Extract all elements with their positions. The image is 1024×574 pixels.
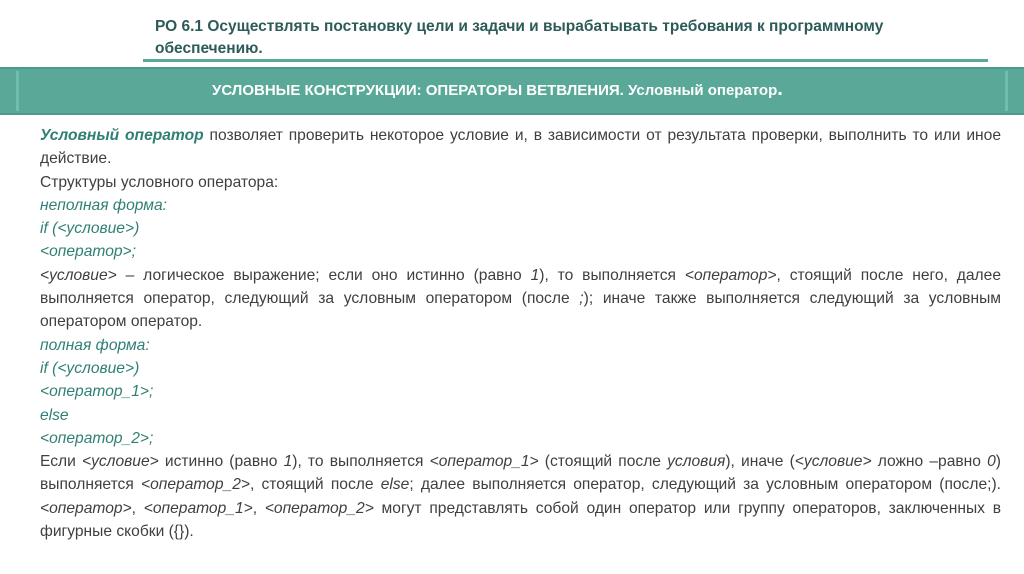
desc2-g: (стоящий после — [538, 453, 668, 471]
desc2-c: истинно (равно — [158, 453, 284, 471]
desc1-d: ), то выполняется — [539, 266, 685, 284]
desc2-w: могут представлять собой один оператор или группу операторов, заключенных в фигурные скобки ({}). — [40, 499, 1001, 541]
banner-title — [212, 78, 783, 100]
desc2-n: <оператор_2> — [140, 476, 250, 494]
intro-paragraph — [40, 124, 1001, 171]
slide-body — [40, 124, 1001, 543]
desc1-b: – логическое выражение; если оно истинно (равно — [116, 266, 531, 284]
desc2-b: <условие> — [81, 453, 159, 471]
desc2-a: Если — [40, 453, 82, 471]
desc2-v: <оператор_2> — [264, 499, 374, 517]
desc2-k: ложно –равно — [871, 453, 988, 471]
title-banner — [0, 67, 1024, 115]
code-operator1-line: <оператор_1>; — [40, 383, 154, 401]
code-operator-line: <оператор>; — [40, 243, 136, 261]
desc2-m: ) выполняется — [40, 453, 1001, 494]
desc2-d: 1 — [283, 453, 293, 471]
desc2-j: <условие> — [794, 453, 872, 471]
desc2-o: , стоящий после — [249, 476, 381, 494]
desc2-f: <оператор_1> — [429, 453, 539, 471]
code-else-line: else — [40, 406, 69, 424]
full-form-description — [40, 450, 1001, 543]
desc1-f: , стоящий после него, далее выполняется оператор, следующий за условным оператором (после — [40, 266, 1001, 308]
code-operator2-line: <оператор_2>; — [40, 429, 154, 447]
desc2-u: , — [252, 499, 265, 517]
desc2-e: ), то выполняется — [292, 453, 430, 471]
banner-title-text: УСЛОВНЫЕ КОНСТРУКЦИИ: ОПЕРАТОРЫ ВЕТВЛЕНИЯ. Условный оператор — [212, 82, 778, 99]
desc2-p: else — [380, 476, 410, 494]
desc1-h: ); иначе также выполняется следующий за условным оператором оператор. — [40, 290, 1001, 331]
banner-title-dot: . — [777, 78, 783, 100]
desc1-e: <оператор> — [684, 266, 777, 284]
desc1-c: 1 — [530, 266, 540, 284]
incomplete-form-description — [40, 264, 1001, 334]
intro-text: позволяет проверить некоторое условие и, в зависимости от результата проверки, выполнить то или иное действие. — [40, 127, 1001, 168]
structures-heading: Структуры условного оператора: — [40, 173, 279, 191]
desc1-a: <условие> — [40, 266, 117, 284]
code-if-line-2: if (<условие>) — [40, 359, 140, 377]
term-conditional-operator: Условный оператор — [40, 127, 204, 144]
code-if-line: if (<условие>) — [40, 220, 140, 238]
desc2-q: ; далее выполняется оператор, следующий за условным оператором (после;). — [409, 476, 1001, 494]
desc2-r: <оператор> — [40, 499, 132, 517]
header-underline — [143, 59, 988, 62]
desc2-i: ), иначе ( — [725, 453, 795, 471]
desc2-s: , — [131, 499, 144, 517]
desc1-g: ; — [579, 290, 584, 308]
desc2-t: <оператор_1> — [143, 499, 253, 517]
slide-header-title: РО 6.1 Осуществлять постановку цели и задачи и вырабатывать требования к программному обеспечению. — [155, 18, 884, 57]
full-form-label: полная форма: — [40, 336, 150, 354]
desc2-l: 0 — [987, 453, 996, 471]
desc2-h: условия — [667, 453, 726, 471]
incomplete-form-label: неполная форма: — [40, 196, 167, 214]
